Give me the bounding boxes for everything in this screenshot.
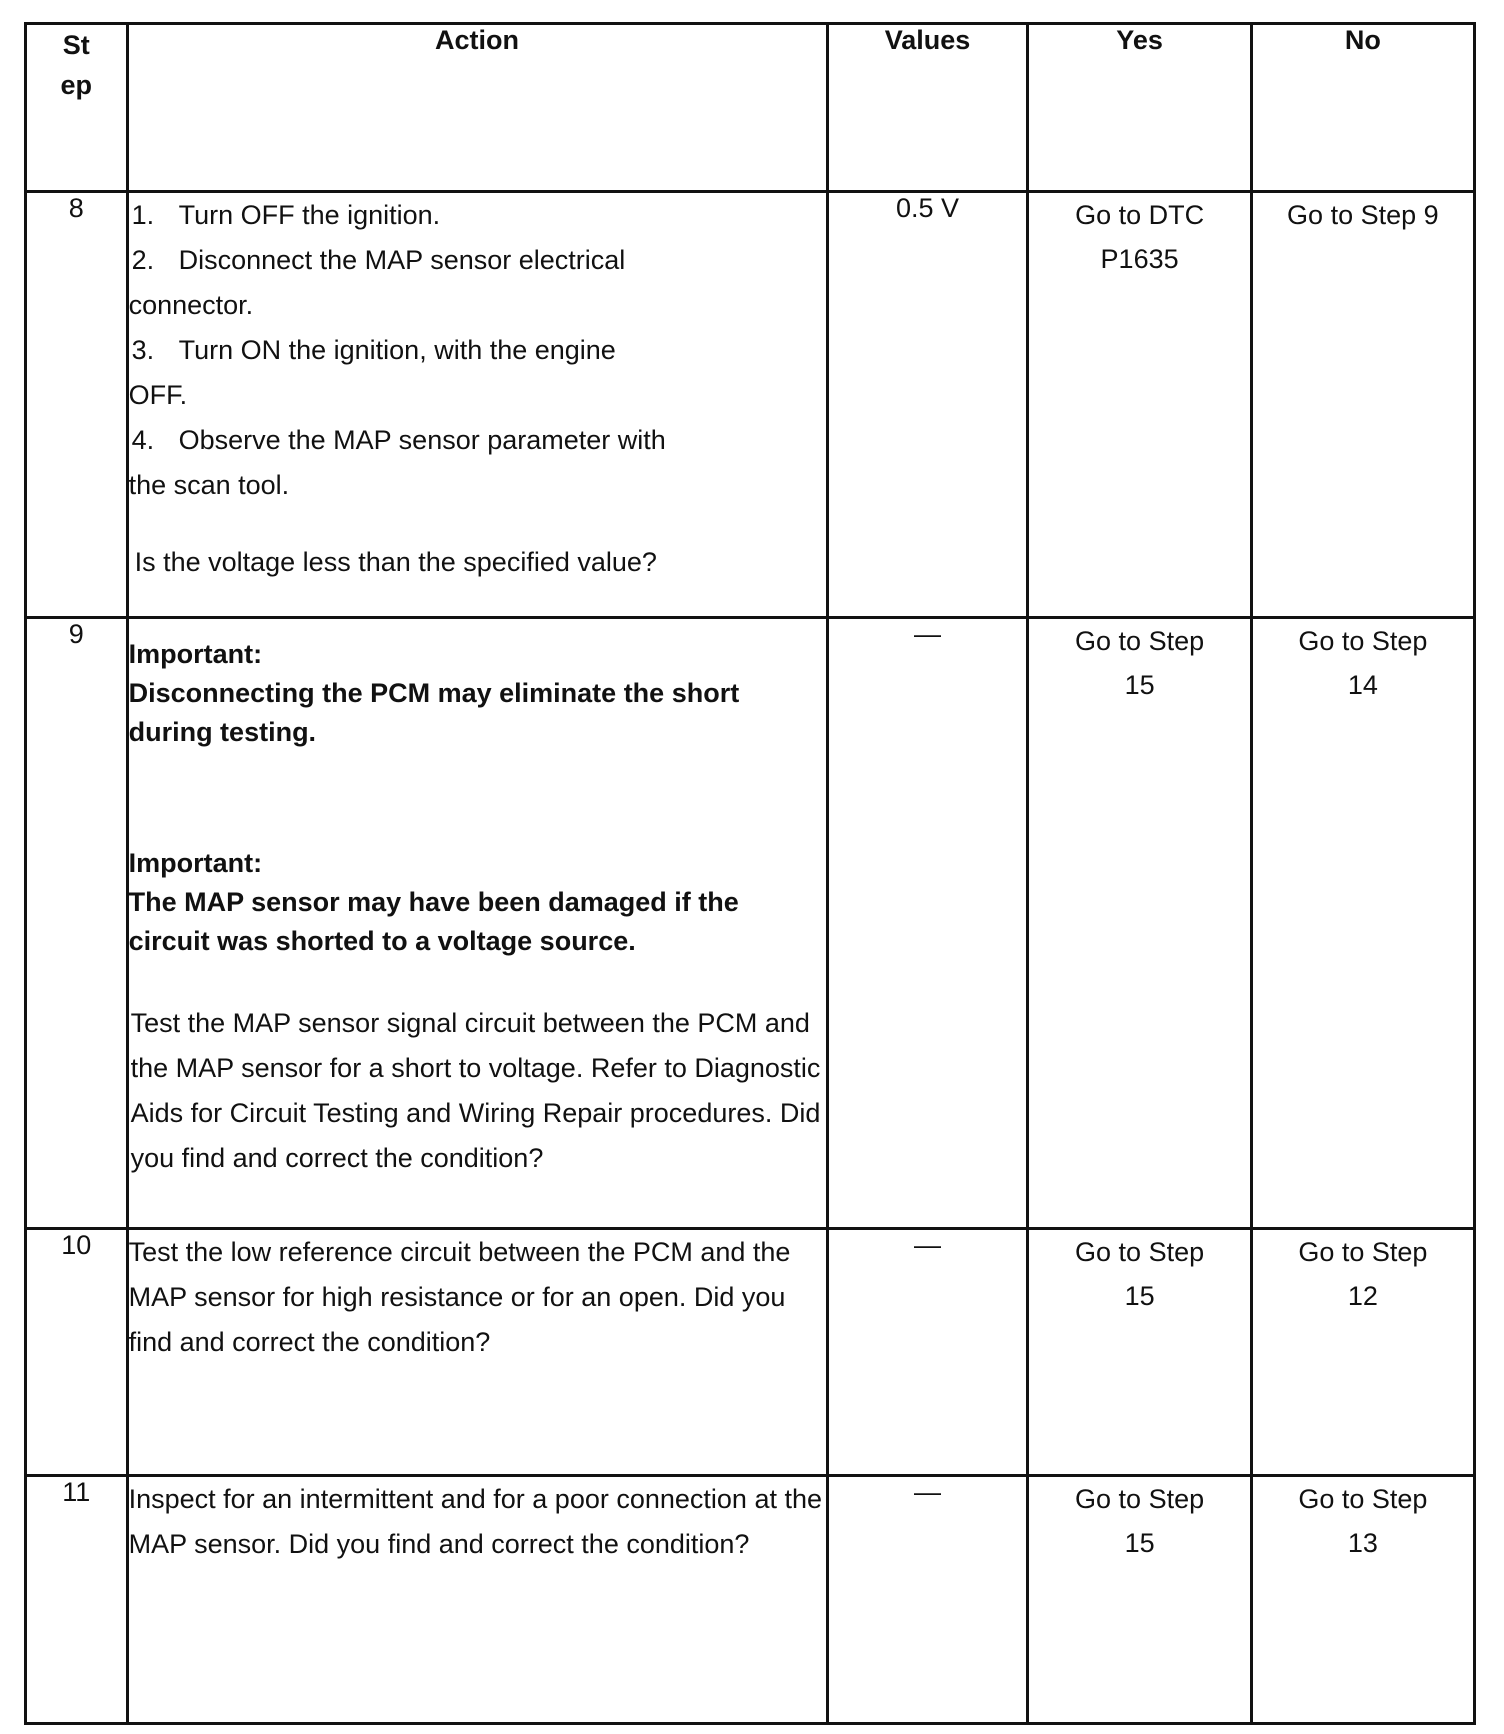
step-number: 10 [26, 1229, 128, 1476]
important-text: Disconnecting the PCM may eliminate the short during testing. [128, 678, 740, 748]
action-text: Test the MAP sensor signal circuit between the PCM and the MAP sensor for a short to voltage. Refer to Diagnostic Aids for Circuit Testing and Wiring Repair procedures. Did you find and correct the condition? [130, 1008, 821, 1174]
no-cell: Go to Step 13 [1251, 1476, 1474, 1724]
action-item: 2. Disconnect the MAP sensor electrical [131, 244, 626, 275]
step-number: 11 [26, 1476, 128, 1724]
table-row [26, 1476, 1475, 1724]
important-title: Important: [128, 639, 263, 670]
no-cell: Go to Step 12 [1251, 1229, 1474, 1476]
header-values: Values [827, 24, 1028, 192]
action-item: 3. Turn ON the ignition, with the engine [131, 334, 616, 365]
header-row [26, 24, 1475, 192]
important-title: Important: [128, 848, 263, 879]
yes-cell: Go to Step 15 [1028, 1229, 1251, 1476]
diagnostic-table [24, 22, 1476, 1725]
action-item-cont: the scan tool. [128, 469, 290, 500]
table-row [26, 1229, 1475, 1476]
step-number: 8 [26, 191, 128, 618]
no-cell: Go to Step 14 [1251, 618, 1474, 1229]
action-item: 1. Turn OFF the ignition. [131, 199, 441, 230]
action-item-cont: OFF. [128, 379, 188, 410]
value-cell: — [827, 618, 1028, 1229]
value-cell: — [827, 1229, 1028, 1476]
table-row [26, 191, 1475, 618]
action-question: Is the voltage less than the specified value? [134, 546, 657, 577]
action-cell [127, 1229, 827, 1476]
header-yes: Yes [1028, 24, 1251, 192]
important-text: The MAP sensor may have been damaged if the circuit was shorted to a voltage source. [128, 887, 739, 957]
value-cell: 0.5 V [827, 191, 1028, 618]
action-text: Inspect for an intermittent and for a poor connection at the MAP sensor. Did you find and correct the condition? [128, 1484, 822, 1560]
step-number: 9 [26, 618, 128, 1229]
action-cell [127, 191, 827, 618]
action-item-cont: connector. [128, 289, 254, 320]
action-cell [127, 618, 827, 1229]
header-step: St ep [26, 24, 128, 192]
yes-cell: Go to Step 15 [1028, 1476, 1251, 1724]
action-text: Test the low reference circuit between the PCM and the MAP sensor for high resistance or for an open. Did you find and correct the condition? [128, 1237, 791, 1357]
table-row [26, 618, 1475, 1229]
header-no: No [1251, 24, 1474, 192]
header-action: Action [127, 24, 827, 192]
value-cell: — [827, 1476, 1028, 1724]
no-cell: Go to Step 9 [1251, 191, 1474, 618]
yes-cell: Go to DTC P1635 [1028, 191, 1251, 618]
action-cell [127, 1476, 827, 1724]
yes-cell: Go to Step 15 [1028, 618, 1251, 1229]
action-item: 4. Observe the MAP sensor parameter with [131, 424, 666, 455]
